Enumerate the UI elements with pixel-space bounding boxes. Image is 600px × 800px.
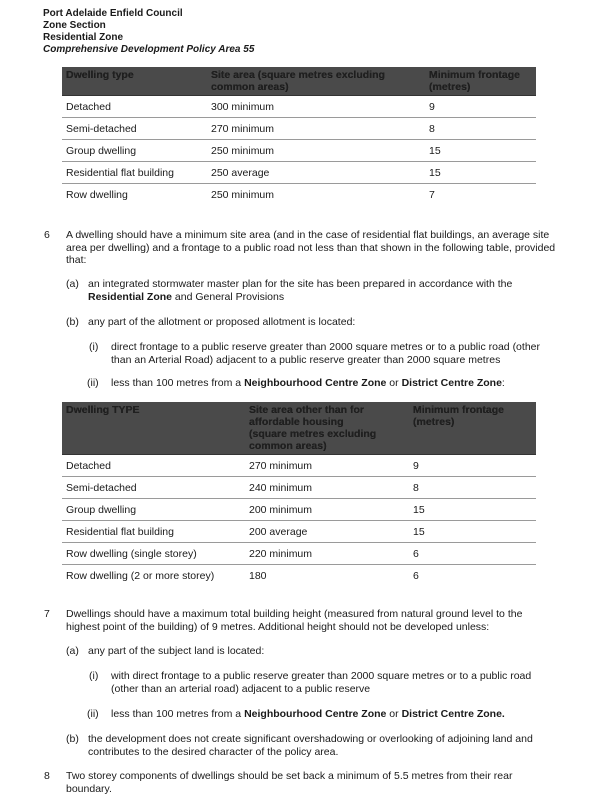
table-row bbox=[62, 162, 536, 184]
table-cell: 200 average bbox=[245, 521, 409, 543]
clause-7a-text: any part of the subject land is located: bbox=[88, 645, 265, 657]
clause-7b-text: the development does not create significant overshadowing or overlooking of adjoining land and contributes to the desired character of the policy area. bbox=[88, 733, 533, 758]
text-fragment: and General Provisions bbox=[172, 290, 285, 303]
table-row bbox=[62, 499, 536, 521]
clause-6-text: A dwelling should have a minimum site area (and in the case of residential flat buildings, an average site area per dwelling) and a frontage to a public road not less than that shown in the following table, provided that: bbox=[66, 229, 556, 266]
table-row bbox=[62, 455, 536, 477]
table-header-cell: Site area other than for affordable housing (square metres excluding common areas) bbox=[245, 402, 409, 455]
table-header-cell: Minimum frontage (metres) bbox=[425, 67, 536, 96]
sub-item-label: (i) bbox=[89, 670, 99, 682]
sub-item-label: (ii) bbox=[87, 708, 99, 720]
table-cell: Row dwelling bbox=[66, 188, 128, 201]
table-cell: 8 bbox=[425, 118, 536, 140]
text-fragment: an integrated stormwater master plan for the site has been prepared in accordance with the bbox=[88, 278, 513, 290]
clause-number: 6 bbox=[44, 229, 50, 241]
table-row bbox=[62, 118, 536, 140]
clause-6b-ii-text bbox=[111, 377, 551, 390]
table-cell: 6 bbox=[413, 569, 419, 582]
text-fragment: less than 100 metres from a bbox=[111, 377, 245, 389]
clause-number: 8 bbox=[44, 770, 50, 782]
text-fragment: or bbox=[386, 377, 402, 389]
clause-8-text: Two storey components of dwellings should be set back a minimum of 5.5 metres from their rear boundary. bbox=[66, 770, 513, 795]
table-cell: 15 bbox=[409, 499, 536, 521]
table-cell: 250 minimum bbox=[207, 140, 425, 162]
table-row bbox=[62, 96, 536, 118]
clause-7-text: Dwellings should have a maximum total building height (measured from natural ground level to the highest point of the building) of 9 metres. Additional height should not be developed unless: bbox=[66, 608, 523, 633]
table-cell: 15 bbox=[425, 162, 536, 184]
table-cell: 180 bbox=[249, 569, 267, 582]
table-cell: Group dwelling bbox=[62, 140, 207, 162]
table-cell: Detached bbox=[62, 96, 207, 118]
section-name: Zone Section bbox=[43, 20, 106, 31]
page-header bbox=[43, 8, 254, 56]
clause-7a-ii-text bbox=[111, 708, 551, 721]
table-cell: 220 minimum bbox=[245, 543, 409, 565]
zone-reference: Residential Zone bbox=[88, 290, 173, 303]
dwelling-site-area-table-1 bbox=[62, 67, 536, 205]
table-row bbox=[62, 477, 536, 499]
table-cell: Semi-detached bbox=[62, 477, 245, 499]
table-cell: 8 bbox=[409, 477, 536, 499]
zone-reference: Neighbourhood Centre Zone bbox=[244, 708, 387, 720]
dwelling-site-area-table-2 bbox=[62, 402, 536, 586]
table-cell: 270 minimum bbox=[207, 118, 425, 140]
table-cell: Row dwelling (single storey) bbox=[62, 543, 245, 565]
table-cell: 15 bbox=[425, 140, 536, 162]
table-row bbox=[62, 184, 536, 206]
text-fragment: or bbox=[386, 708, 402, 720]
zone-reference: Neighbourhood Centre Zone bbox=[244, 377, 387, 389]
sub-item-label: (i) bbox=[89, 341, 99, 353]
table-cell: 200 minimum bbox=[245, 499, 409, 521]
table-row bbox=[62, 140, 536, 162]
table-header-cell: Dwelling TYPE bbox=[62, 402, 245, 455]
table-cell: Residential flat building bbox=[62, 162, 207, 184]
text-fragment: : bbox=[501, 377, 505, 389]
clause-6b-text: any part of the allotment or proposed allotment is located: bbox=[88, 316, 356, 328]
table-cell: 15 bbox=[409, 521, 536, 543]
table-cell: 250 minimum bbox=[211, 188, 275, 201]
table-cell: 6 bbox=[409, 543, 536, 565]
sub-clause-label: (a) bbox=[66, 278, 79, 290]
table-cell: 7 bbox=[429, 188, 435, 201]
zone-reference: District Centre Zone bbox=[401, 377, 502, 389]
table-cell: Semi-detached bbox=[62, 118, 207, 140]
table-cell: 300 minimum bbox=[207, 96, 425, 118]
table-cell: Row dwelling (2 or more storey) bbox=[66, 569, 215, 582]
table-header-cell: Dwelling type bbox=[62, 67, 207, 96]
table-cell: 270 minimum bbox=[245, 455, 409, 477]
table-header-cell: Minimum frontage (metres) bbox=[409, 402, 536, 455]
policy-area-name: Comprehensive Development Policy Area 55 bbox=[43, 44, 255, 55]
sub-item-label: (ii) bbox=[87, 377, 99, 389]
table-cell: 9 bbox=[425, 96, 536, 118]
sub-clause-label: (b) bbox=[66, 316, 79, 328]
table-cell: Residential flat building bbox=[62, 521, 245, 543]
table-row bbox=[62, 543, 536, 565]
sub-clause-label: (b) bbox=[66, 733, 79, 745]
clause-7a-i-text: with direct frontage to a public reserve greater than 2000 square metres or to a public road (other than an arterial road) adjacent to a public reserve bbox=[111, 670, 532, 695]
table-header-cell: Site area (square metres excluding common areas) bbox=[207, 67, 425, 96]
table-cell: Detached bbox=[62, 455, 245, 477]
table-cell: 9 bbox=[409, 455, 536, 477]
table-cell: 240 minimum bbox=[245, 477, 409, 499]
table-row bbox=[62, 565, 536, 587]
table-cell: 250 average bbox=[207, 162, 425, 184]
sub-clause-label: (a) bbox=[66, 645, 79, 657]
clause-number: 7 bbox=[44, 608, 50, 620]
clause-6a-text bbox=[88, 278, 548, 303]
zone-reference: District Centre Zone. bbox=[401, 708, 505, 720]
table-cell: Group dwelling bbox=[62, 499, 245, 521]
council-name: Port Adelaide Enfield Council bbox=[43, 8, 183, 19]
table-header-row bbox=[62, 67, 536, 96]
table-row bbox=[62, 521, 536, 543]
clause-6b-i-text: direct frontage to a public reserve greater than 2000 square metres or to a public road (other than an Arterial Road) adjacent to a public reserve greater than 2000 square metres bbox=[111, 341, 540, 366]
table-header-row bbox=[62, 402, 536, 455]
text-fragment: less than 100 metres from a bbox=[111, 708, 245, 720]
zone-name: Residential Zone bbox=[43, 32, 124, 43]
